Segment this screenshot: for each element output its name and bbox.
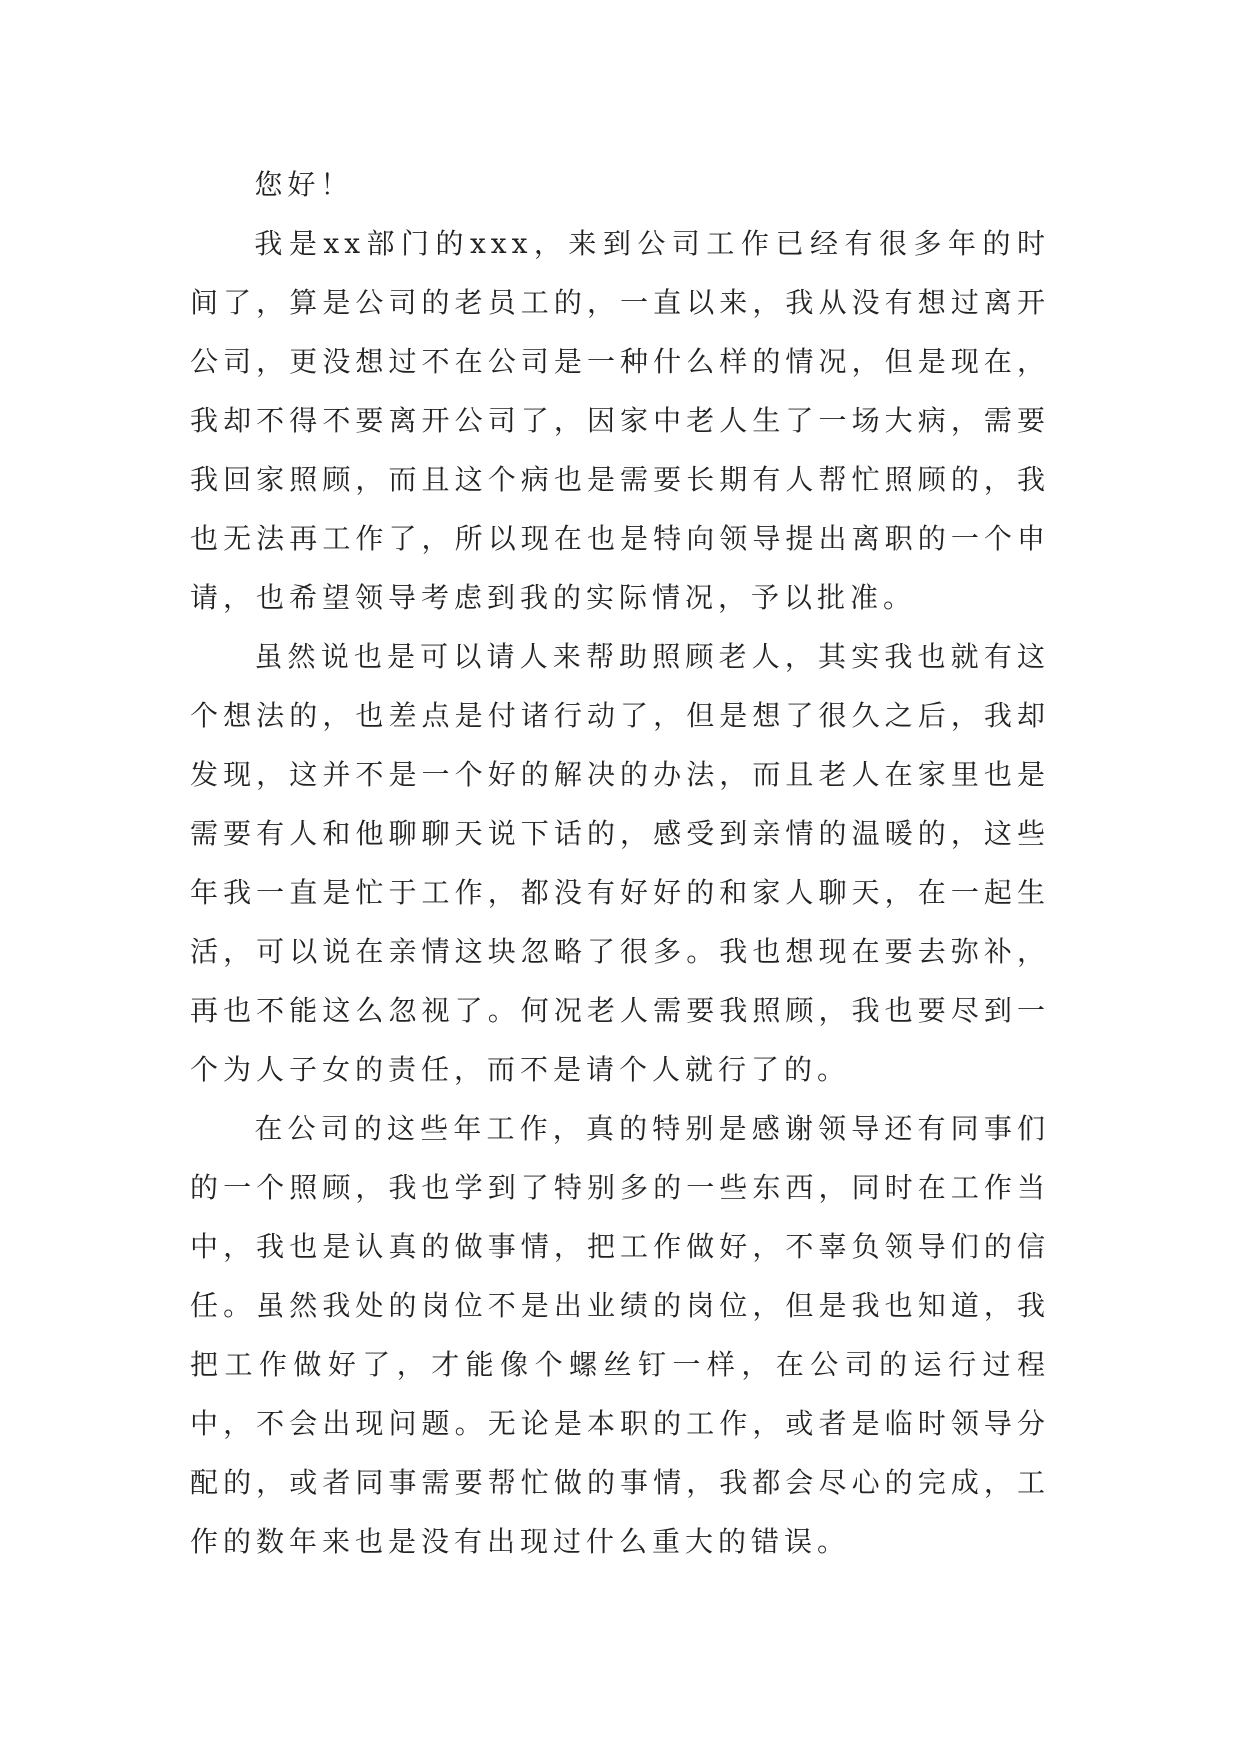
paragraph-3: 在公司的这些年工作，真的特别是感谢领导还有同事们的一个照顾，我也学到了特别多的一些东西，同时在工作当中，我也是认真的做事情，把工作做好，不辜负领导们的信任。虽然我处的岗位不是出业绩的岗位，但是我也知道，我把工作做好了，才能像个螺丝钉一样，在公司的运行过程中，不会出现问题。无论是本职的工作，或者是临时领导分配的，或者同事需要帮忙做的事情，我都会尽心的完成，工作的数年来也是没有出现过什么重大的错误。 (190, 1112, 1050, 1558)
letter-body (190, 155, 1050, 1571)
paragraph-2: 虽然说也是可以请人来帮助照顾老人，其实我也就有这个想法的，也差点是付诸行动了，但是想了很久之后，我却发现，这并不是一个好的解决的办法，而且老人在家里也是需要有人和他聊聊天说下话的，感受到亲情的温暖的，这些年我一直是忙于工作，都没有好好的和家人聊天，在一起生活，可以说在亲情这块忽略了很多。我也想现在要去弥补，再也不能这么忽视了。何况老人需要我照顾，我也要尽到一个为人子女的责任，而不是请个人就行了的。 (190, 640, 1050, 1086)
greeting: 您好！ (254, 168, 354, 201)
paragraph-1: 我是xx部门的xxx，来到公司工作已经有很多年的时间了，算是公司的老员工的，一直以来，我从没有想过离开公司，更没想过不在公司是一种什么样的情况，但是现在，我却不得不要离开公司了，因家中老人生了一场大病，需要我回家照顾，而且这个病也是需要长期有人帮忙照顾的，我也无法再工作了，所以现在也是特向领导提出离职的一个申请，也希望领导考虑到我的实际情况，予以批准。 (190, 227, 1050, 614)
